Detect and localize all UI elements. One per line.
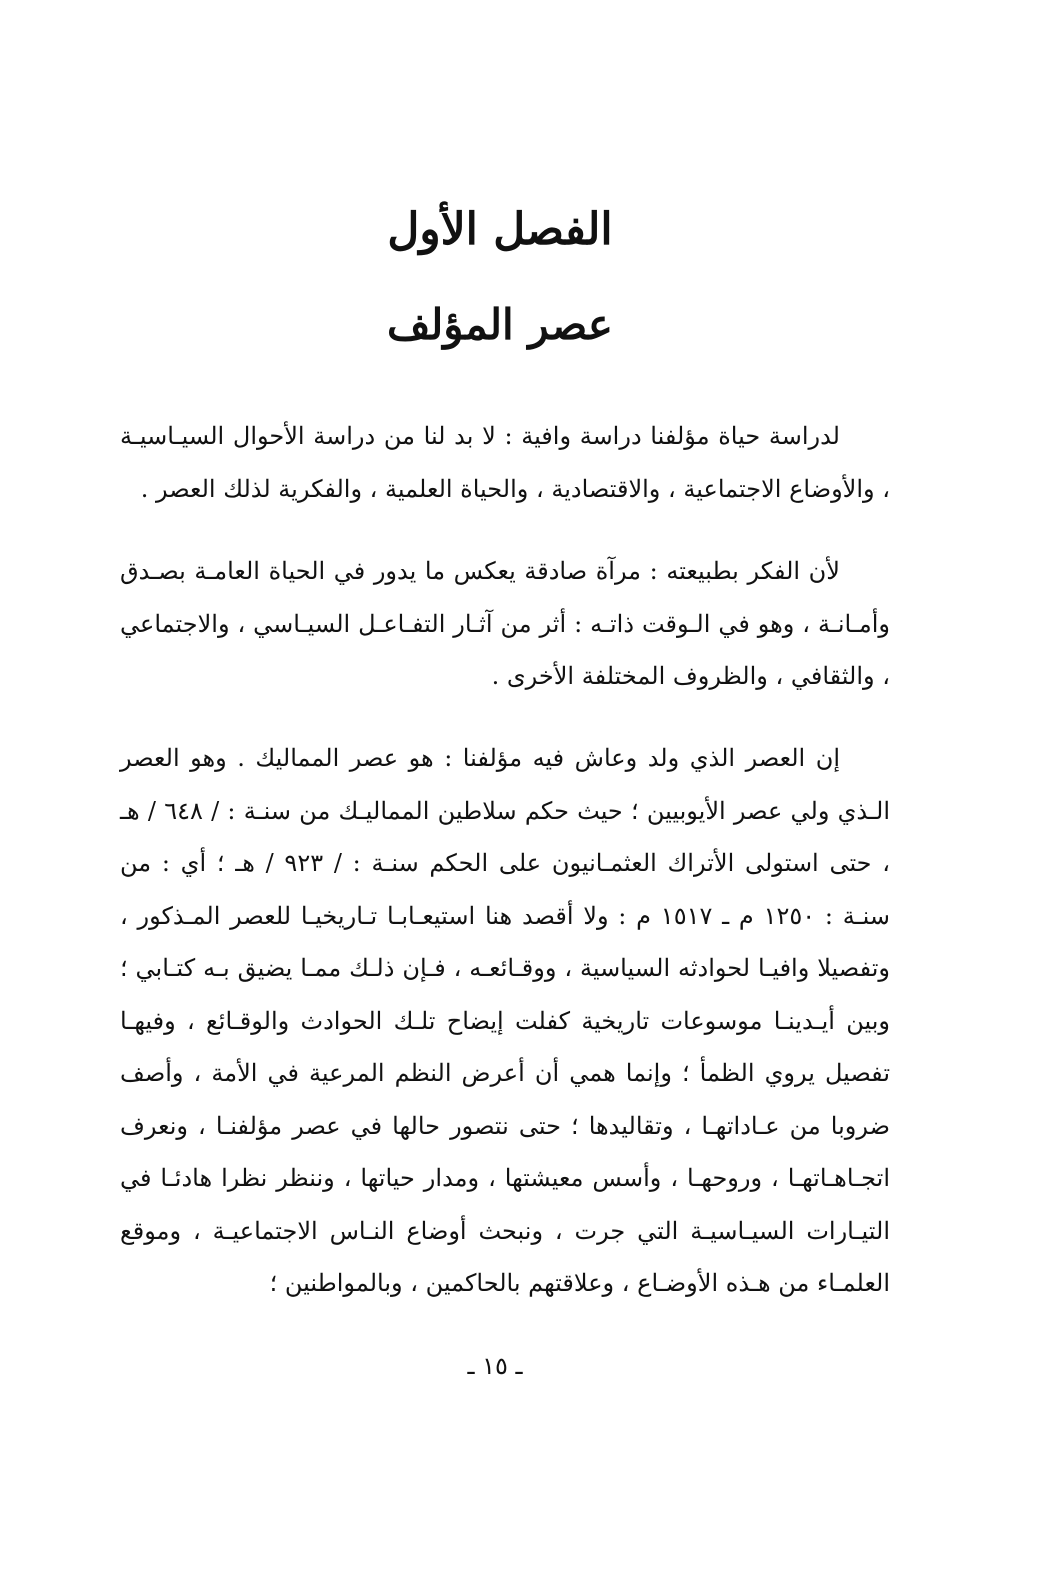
paragraph-intro: لدراسة حياة مؤلفنا دراسة وافية : لا بد لنا من دراسة الأحوال السيـاسيـة ، والأوضاع الاجتماعية ، والاقتصادية ، والحياة العلمية ، والفكرية لذلك العصر . [120, 422, 890, 503]
page-number: ـ ١٥ ـ [467, 1352, 523, 1380]
chapter-subtitle: عصر المؤلف [387, 300, 613, 349]
paragraph-era: إن العصر الذي ولد وعاش فيه مؤلفنا : هو عصر المماليك . وهو العصر الـذي ولي عصر الأيوبيين ؛ حيث حكم سلاطين المماليـك من سنـة : / ٦٤٨ / هـ ، حتى استولى الأتراك العثمـانيون على الحكم سنـة : / ٩٢٣ / هـ ؛ أي : من سنـة : ١٢٥٠ م ـ ١٥١٧ م : ولا أقصد هنا استيعـابـا تـاريخيـا للعصر المـذكور ، وتفصيلا وافيـا لحوادثه السياسية ، ووقـائعـه ، فـإن ذلـك ممـا يضيق بـه كتـابي ؛ وبين أيـدينـا موسوعات تاريخية كفلت إيضاح تلـك الحوادث والوقـائع ، وفيهـا تفصيل يروي الظمأ ؛ وإنما همي أن أعرض النظم المرعية في الأمة ، وأصف ضروبا من عـاداتهـا ، وتقاليدها ؛ حتى نتصور حالها في عصر مؤلفنـا ، ونعرف اتجـاهـاتهـا ، وروحهـا ، وأسس معيشتها ، ومدار حياتها ، وننظر نظرا هادئـا في التيـارات السيـاسيـة التي جرت ، ونبحث أوضاع النـاس الاجتماعيـة ، وموقع العلمـاء من هـذه الأوضـاع ، وعلاقتهم بالحاكمين ، وبالمواطنين ؛ [120, 744, 891, 1297]
paragraph-thought: لأن الفكر بطبيعته : مرآة صادقة يعكس ما يدور في الحياة العامـة بصـدق وأمـانـة ، وهو في الـوقت ذاتـه : أثر من آثـار التفـاعـل السيـاسي ، والاجتماعي ، والثقافي ، والظروف المختلفة الأخرى . [120, 557, 890, 690]
chapter-title: الفصل الأول [387, 204, 613, 255]
